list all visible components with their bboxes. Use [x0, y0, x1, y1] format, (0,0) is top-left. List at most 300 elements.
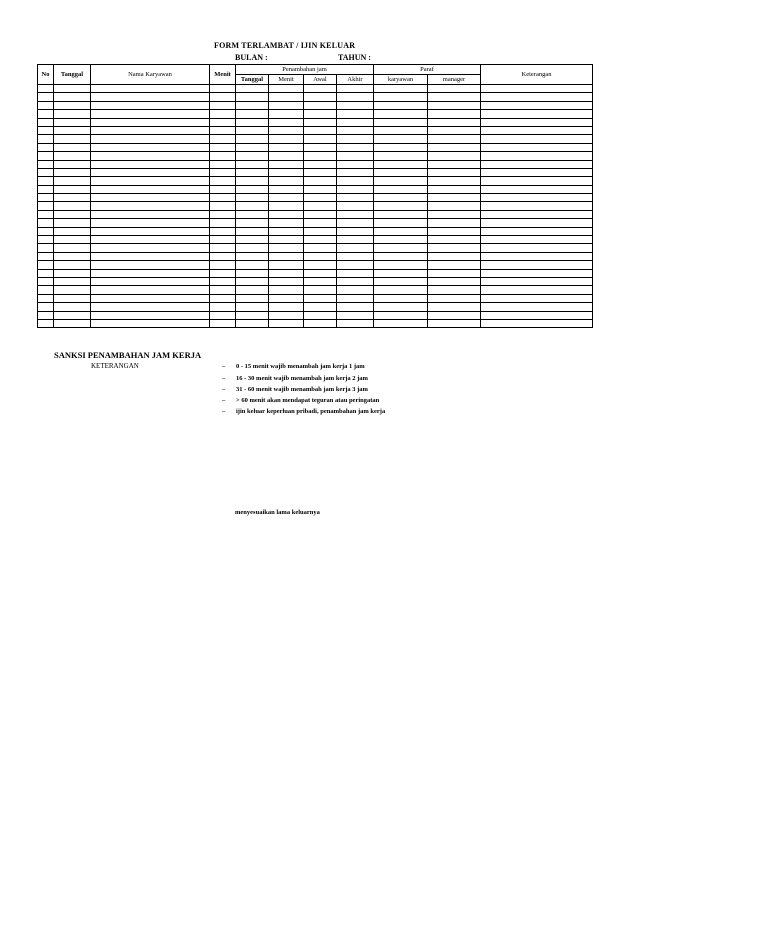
- table-cell[interactable]: [428, 160, 481, 168]
- table-cell[interactable]: [304, 269, 337, 277]
- table-cell[interactable]: [210, 177, 236, 185]
- table-cell[interactable]: [269, 236, 304, 244]
- table-cell[interactable]: [210, 202, 236, 210]
- table-cell[interactable]: [269, 168, 304, 176]
- table-cell[interactable]: [304, 118, 337, 126]
- table-cell[interactable]: [91, 236, 210, 244]
- table-cell[interactable]: [374, 168, 428, 176]
- table-cell[interactable]: [481, 85, 593, 93]
- table-cell[interactable]: [236, 294, 269, 302]
- table-cell[interactable]: [54, 210, 91, 218]
- table-cell[interactable]: [481, 286, 593, 294]
- table-cell[interactable]: [337, 160, 374, 168]
- table-cell[interactable]: [210, 319, 236, 327]
- table-cell[interactable]: [38, 110, 54, 118]
- table-cell[interactable]: [38, 85, 54, 93]
- table-cell[interactable]: [269, 143, 304, 151]
- table-cell[interactable]: [54, 177, 91, 185]
- table-cell[interactable]: [304, 177, 337, 185]
- table-cell[interactable]: [91, 294, 210, 302]
- table-cell[interactable]: [481, 194, 593, 202]
- table-cell[interactable]: [91, 168, 210, 176]
- table-cell[interactable]: [304, 143, 337, 151]
- table-cell[interactable]: [337, 143, 374, 151]
- table-cell[interactable]: [91, 101, 210, 109]
- table-cell[interactable]: [428, 126, 481, 134]
- table-cell[interactable]: [428, 110, 481, 118]
- table-cell[interactable]: [54, 93, 91, 101]
- table-cell[interactable]: [236, 252, 269, 260]
- table-cell[interactable]: [38, 202, 54, 210]
- table-cell[interactable]: [374, 269, 428, 277]
- table-cell[interactable]: [269, 135, 304, 143]
- table-cell[interactable]: [374, 219, 428, 227]
- table-cell[interactable]: [374, 261, 428, 269]
- table-cell[interactable]: [54, 160, 91, 168]
- table-cell[interactable]: [428, 143, 481, 151]
- table-cell[interactable]: [269, 126, 304, 134]
- table-cell[interactable]: [91, 126, 210, 134]
- table-cell[interactable]: [337, 236, 374, 244]
- table-cell[interactable]: [337, 294, 374, 302]
- table-cell[interactable]: [428, 244, 481, 252]
- table-cell[interactable]: [236, 227, 269, 235]
- table-cell[interactable]: [38, 210, 54, 218]
- table-cell[interactable]: [38, 227, 54, 235]
- table-cell[interactable]: [428, 294, 481, 302]
- table-cell[interactable]: [38, 319, 54, 327]
- table-cell[interactable]: [91, 319, 210, 327]
- table-cell[interactable]: [236, 93, 269, 101]
- table-cell[interactable]: [428, 101, 481, 109]
- table-cell[interactable]: [428, 185, 481, 193]
- table-cell[interactable]: [428, 252, 481, 260]
- table-cell[interactable]: [374, 152, 428, 160]
- table-cell[interactable]: [428, 219, 481, 227]
- table-cell[interactable]: [38, 219, 54, 227]
- table-cell[interactable]: [54, 236, 91, 244]
- table-cell[interactable]: [481, 277, 593, 285]
- table-cell[interactable]: [481, 219, 593, 227]
- table-cell[interactable]: [337, 269, 374, 277]
- table-cell[interactable]: [54, 110, 91, 118]
- table-cell[interactable]: [337, 135, 374, 143]
- table-cell[interactable]: [269, 269, 304, 277]
- table-cell[interactable]: [91, 118, 210, 126]
- table-cell[interactable]: [38, 244, 54, 252]
- table-cell[interactable]: [481, 311, 593, 319]
- table-cell[interactable]: [236, 194, 269, 202]
- table-cell[interactable]: [481, 227, 593, 235]
- table-cell[interactable]: [374, 202, 428, 210]
- table-cell[interactable]: [304, 110, 337, 118]
- table-cell[interactable]: [304, 185, 337, 193]
- table-cell[interactable]: [54, 85, 91, 93]
- table-cell[interactable]: [304, 101, 337, 109]
- table-cell[interactable]: [38, 261, 54, 269]
- table-cell[interactable]: [304, 244, 337, 252]
- table-cell[interactable]: [91, 93, 210, 101]
- table-cell[interactable]: [337, 303, 374, 311]
- table-cell[interactable]: [54, 269, 91, 277]
- table-cell[interactable]: [374, 294, 428, 302]
- table-cell[interactable]: [428, 93, 481, 101]
- table-cell[interactable]: [428, 85, 481, 93]
- table-cell[interactable]: [91, 303, 210, 311]
- table-cell[interactable]: [428, 118, 481, 126]
- table-cell[interactable]: [304, 319, 337, 327]
- table-cell[interactable]: [481, 93, 593, 101]
- table-cell[interactable]: [269, 261, 304, 269]
- table-cell[interactable]: [428, 286, 481, 294]
- table-cell[interactable]: [304, 194, 337, 202]
- table-cell[interactable]: [38, 152, 54, 160]
- table-cell[interactable]: [337, 194, 374, 202]
- table-cell[interactable]: [481, 236, 593, 244]
- table-cell[interactable]: [91, 311, 210, 319]
- table-cell[interactable]: [210, 269, 236, 277]
- table-cell[interactable]: [54, 101, 91, 109]
- table-cell[interactable]: [337, 219, 374, 227]
- table-cell[interactable]: [374, 236, 428, 244]
- table-cell[interactable]: [210, 135, 236, 143]
- table-cell[interactable]: [91, 269, 210, 277]
- table-cell[interactable]: [269, 118, 304, 126]
- table-cell[interactable]: [304, 227, 337, 235]
- table-cell[interactable]: [337, 177, 374, 185]
- table-cell[interactable]: [236, 210, 269, 218]
- table-cell[interactable]: [269, 244, 304, 252]
- table-cell[interactable]: [304, 311, 337, 319]
- table-cell[interactable]: [38, 168, 54, 176]
- table-cell[interactable]: [210, 227, 236, 235]
- table-cell[interactable]: [428, 135, 481, 143]
- table-cell[interactable]: [481, 168, 593, 176]
- table-cell[interactable]: [236, 244, 269, 252]
- table-cell[interactable]: [38, 118, 54, 126]
- table-cell[interactable]: [38, 93, 54, 101]
- table-cell[interactable]: [428, 277, 481, 285]
- table-cell[interactable]: [54, 118, 91, 126]
- table-cell[interactable]: [54, 277, 91, 285]
- table-cell[interactable]: [91, 244, 210, 252]
- table-cell[interactable]: [269, 210, 304, 218]
- table-cell[interactable]: [38, 126, 54, 134]
- table-cell[interactable]: [304, 277, 337, 285]
- table-cell[interactable]: [374, 110, 428, 118]
- table-cell[interactable]: [236, 261, 269, 269]
- table-cell[interactable]: [38, 194, 54, 202]
- table-cell[interactable]: [210, 277, 236, 285]
- table-cell[interactable]: [374, 185, 428, 193]
- table-cell[interactable]: [91, 110, 210, 118]
- table-cell[interactable]: [54, 126, 91, 134]
- table-cell[interactable]: [91, 286, 210, 294]
- table-cell[interactable]: [91, 143, 210, 151]
- table-cell[interactable]: [54, 143, 91, 151]
- table-cell[interactable]: [374, 277, 428, 285]
- table-cell[interactable]: [38, 177, 54, 185]
- table-cell[interactable]: [54, 261, 91, 269]
- table-cell[interactable]: [38, 160, 54, 168]
- table-cell[interactable]: [236, 269, 269, 277]
- table-cell[interactable]: [91, 252, 210, 260]
- table-cell[interactable]: [481, 210, 593, 218]
- table-cell[interactable]: [481, 118, 593, 126]
- table-cell[interactable]: [210, 261, 236, 269]
- table-cell[interactable]: [304, 160, 337, 168]
- table-cell[interactable]: [210, 93, 236, 101]
- table-cell[interactable]: [236, 202, 269, 210]
- table-cell[interactable]: [91, 85, 210, 93]
- table-cell[interactable]: [304, 168, 337, 176]
- table-cell[interactable]: [304, 210, 337, 218]
- table-cell[interactable]: [236, 219, 269, 227]
- table-cell[interactable]: [269, 85, 304, 93]
- table-cell[interactable]: [269, 110, 304, 118]
- table-cell[interactable]: [210, 152, 236, 160]
- table-cell[interactable]: [54, 319, 91, 327]
- table-cell[interactable]: [38, 269, 54, 277]
- table-cell[interactable]: [374, 303, 428, 311]
- table-cell[interactable]: [304, 286, 337, 294]
- table-cell[interactable]: [210, 311, 236, 319]
- table-cell[interactable]: [269, 227, 304, 235]
- table-cell[interactable]: [374, 286, 428, 294]
- table-cell[interactable]: [54, 244, 91, 252]
- table-cell[interactable]: [428, 236, 481, 244]
- table-cell[interactable]: [428, 319, 481, 327]
- table-cell[interactable]: [54, 311, 91, 319]
- table-cell[interactable]: [337, 286, 374, 294]
- table-cell[interactable]: [481, 269, 593, 277]
- table-cell[interactable]: [91, 194, 210, 202]
- table-cell[interactable]: [374, 252, 428, 260]
- table-cell[interactable]: [337, 227, 374, 235]
- table-cell[interactable]: [337, 118, 374, 126]
- table-cell[interactable]: [304, 261, 337, 269]
- table-cell[interactable]: [236, 160, 269, 168]
- table-cell[interactable]: [91, 277, 210, 285]
- table-cell[interactable]: [374, 93, 428, 101]
- table-cell[interactable]: [304, 202, 337, 210]
- table-cell[interactable]: [337, 202, 374, 210]
- table-cell[interactable]: [210, 210, 236, 218]
- table-cell[interactable]: [38, 277, 54, 285]
- table-cell[interactable]: [337, 93, 374, 101]
- table-cell[interactable]: [210, 143, 236, 151]
- table-cell[interactable]: [481, 261, 593, 269]
- table-cell[interactable]: [337, 126, 374, 134]
- table-cell[interactable]: [481, 110, 593, 118]
- table-cell[interactable]: [269, 185, 304, 193]
- table-cell[interactable]: [428, 311, 481, 319]
- table-cell[interactable]: [236, 152, 269, 160]
- table-cell[interactable]: [269, 294, 304, 302]
- table-cell[interactable]: [374, 311, 428, 319]
- table-cell[interactable]: [337, 261, 374, 269]
- table-cell[interactable]: [337, 101, 374, 109]
- table-cell[interactable]: [269, 311, 304, 319]
- table-cell[interactable]: [304, 294, 337, 302]
- table-cell[interactable]: [269, 93, 304, 101]
- table-cell[interactable]: [91, 185, 210, 193]
- table-cell[interactable]: [374, 160, 428, 168]
- table-cell[interactable]: [481, 143, 593, 151]
- table-cell[interactable]: [269, 252, 304, 260]
- table-cell[interactable]: [54, 168, 91, 176]
- table-cell[interactable]: [236, 118, 269, 126]
- table-cell[interactable]: [236, 135, 269, 143]
- table-cell[interactable]: [304, 303, 337, 311]
- table-cell[interactable]: [337, 277, 374, 285]
- table-cell[interactable]: [481, 303, 593, 311]
- table-cell[interactable]: [481, 252, 593, 260]
- table-cell[interactable]: [236, 311, 269, 319]
- table-cell[interactable]: [236, 236, 269, 244]
- table-cell[interactable]: [428, 261, 481, 269]
- table-cell[interactable]: [91, 177, 210, 185]
- table-cell[interactable]: [210, 185, 236, 193]
- table-cell[interactable]: [54, 152, 91, 160]
- table-cell[interactable]: [337, 110, 374, 118]
- table-cell[interactable]: [236, 101, 269, 109]
- table-cell[interactable]: [210, 194, 236, 202]
- table-cell[interactable]: [91, 219, 210, 227]
- table-cell[interactable]: [54, 194, 91, 202]
- table-cell[interactable]: [269, 202, 304, 210]
- table-cell[interactable]: [269, 319, 304, 327]
- table-cell[interactable]: [374, 85, 428, 93]
- table-cell[interactable]: [337, 168, 374, 176]
- table-cell[interactable]: [54, 202, 91, 210]
- table-cell[interactable]: [91, 202, 210, 210]
- table-cell[interactable]: [428, 227, 481, 235]
- table-cell[interactable]: [337, 210, 374, 218]
- table-cell[interactable]: [481, 177, 593, 185]
- table-cell[interactable]: [38, 252, 54, 260]
- table-cell[interactable]: [236, 168, 269, 176]
- table-cell[interactable]: [304, 252, 337, 260]
- table-cell[interactable]: [236, 110, 269, 118]
- table-cell[interactable]: [269, 277, 304, 285]
- table-cell[interactable]: [374, 177, 428, 185]
- table-cell[interactable]: [481, 202, 593, 210]
- table-cell[interactable]: [236, 286, 269, 294]
- table-cell[interactable]: [210, 118, 236, 126]
- table-cell[interactable]: [54, 227, 91, 235]
- table-cell[interactable]: [269, 101, 304, 109]
- table-cell[interactable]: [269, 303, 304, 311]
- table-cell[interactable]: [304, 219, 337, 227]
- table-cell[interactable]: [337, 319, 374, 327]
- table-cell[interactable]: [91, 210, 210, 218]
- table-cell[interactable]: [38, 236, 54, 244]
- table-cell[interactable]: [374, 118, 428, 126]
- table-cell[interactable]: [337, 185, 374, 193]
- table-cell[interactable]: [54, 286, 91, 294]
- table-cell[interactable]: [210, 236, 236, 244]
- table-cell[interactable]: [304, 93, 337, 101]
- table-cell[interactable]: [210, 294, 236, 302]
- table-cell[interactable]: [304, 152, 337, 160]
- table-cell[interactable]: [374, 135, 428, 143]
- table-cell[interactable]: [54, 303, 91, 311]
- table-cell[interactable]: [269, 152, 304, 160]
- table-cell[interactable]: [210, 219, 236, 227]
- table-cell[interactable]: [269, 194, 304, 202]
- table-cell[interactable]: [481, 294, 593, 302]
- table-cell[interactable]: [54, 252, 91, 260]
- table-cell[interactable]: [236, 319, 269, 327]
- table-cell[interactable]: [428, 194, 481, 202]
- table-cell[interactable]: [374, 244, 428, 252]
- table-cell[interactable]: [374, 101, 428, 109]
- table-cell[interactable]: [304, 85, 337, 93]
- table-cell[interactable]: [210, 303, 236, 311]
- table-cell[interactable]: [428, 202, 481, 210]
- table-cell[interactable]: [236, 143, 269, 151]
- table-cell[interactable]: [54, 185, 91, 193]
- table-cell[interactable]: [38, 286, 54, 294]
- table-cell[interactable]: [210, 101, 236, 109]
- table-cell[interactable]: [337, 311, 374, 319]
- table-cell[interactable]: [210, 110, 236, 118]
- table-cell[interactable]: [91, 160, 210, 168]
- table-cell[interactable]: [38, 294, 54, 302]
- table-cell[interactable]: [91, 227, 210, 235]
- table-cell[interactable]: [269, 286, 304, 294]
- table-cell[interactable]: [337, 252, 374, 260]
- table-cell[interactable]: [210, 126, 236, 134]
- table-cell[interactable]: [210, 160, 236, 168]
- table-cell[interactable]: [304, 236, 337, 244]
- table-cell[interactable]: [269, 219, 304, 227]
- table-cell[interactable]: [38, 303, 54, 311]
- table-cell[interactable]: [210, 252, 236, 260]
- table-cell[interactable]: [481, 101, 593, 109]
- table-cell[interactable]: [38, 143, 54, 151]
- table-cell[interactable]: [54, 219, 91, 227]
- table-cell[interactable]: [210, 286, 236, 294]
- table-cell[interactable]: [236, 177, 269, 185]
- table-cell[interactable]: [210, 85, 236, 93]
- table-cell[interactable]: [481, 160, 593, 168]
- table-cell[interactable]: [337, 85, 374, 93]
- table-cell[interactable]: [54, 294, 91, 302]
- table-cell[interactable]: [38, 311, 54, 319]
- table-cell[interactable]: [337, 244, 374, 252]
- table-cell[interactable]: [269, 177, 304, 185]
- table-cell[interactable]: [374, 126, 428, 134]
- table-cell[interactable]: [428, 152, 481, 160]
- table-cell[interactable]: [210, 168, 236, 176]
- table-cell[interactable]: [236, 185, 269, 193]
- table-cell[interactable]: [481, 244, 593, 252]
- table-cell[interactable]: [91, 261, 210, 269]
- table-cell[interactable]: [337, 152, 374, 160]
- table-cell[interactable]: [236, 126, 269, 134]
- table-cell[interactable]: [374, 210, 428, 218]
- table-cell[interactable]: [481, 135, 593, 143]
- table-cell[interactable]: [236, 85, 269, 93]
- table-cell[interactable]: [54, 135, 91, 143]
- table-cell[interactable]: [304, 135, 337, 143]
- table-cell[interactable]: [428, 177, 481, 185]
- table-cell[interactable]: [304, 126, 337, 134]
- table-cell[interactable]: [428, 168, 481, 176]
- table-cell[interactable]: [481, 126, 593, 134]
